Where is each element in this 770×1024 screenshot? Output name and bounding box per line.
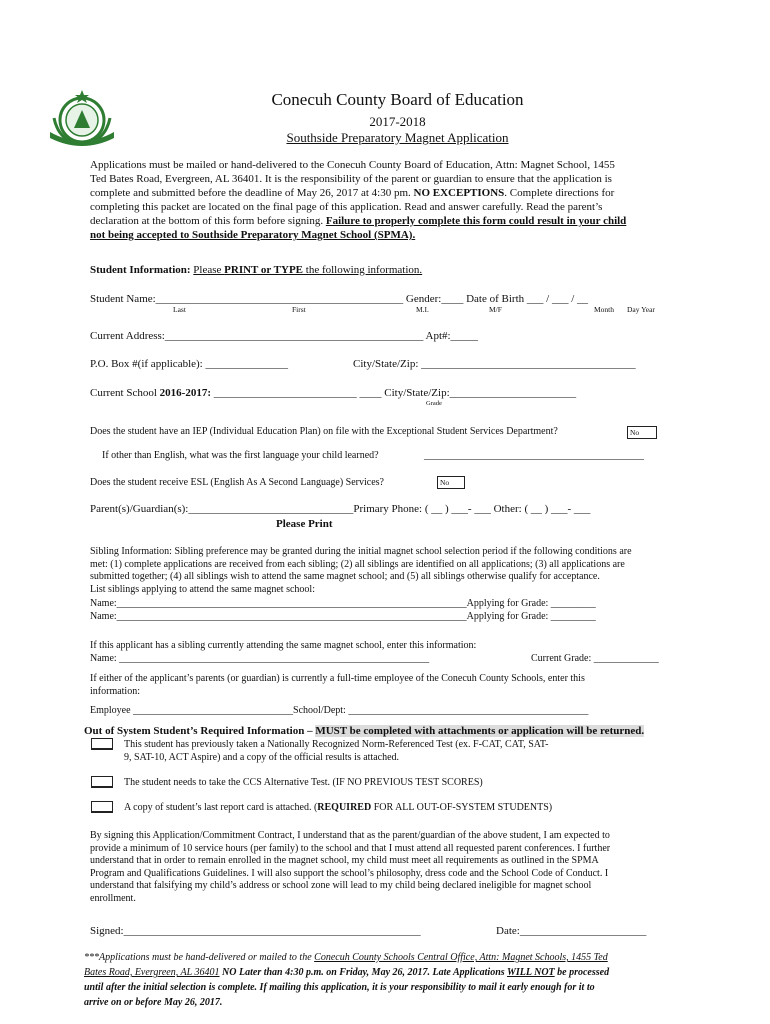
employee-question-cont: information: xyxy=(90,686,140,697)
intro-line: completing this packet are located on the final page of this application. Read and answer carefully. Read the parent’s xyxy=(90,201,603,213)
report-card-checkbox[interactable] xyxy=(91,801,113,813)
signature-field[interactable]: Signed:______________________________________________________ xyxy=(90,925,421,937)
attending-sibling-grade-field[interactable]: Current Grade: _____________ xyxy=(531,653,659,664)
month-label: Month xyxy=(594,305,615,314)
last-name-label: Last xyxy=(173,305,186,314)
employee-school-dept-field[interactable]: Employee ________________________________School/Dept: ________________________________________________ xyxy=(90,705,589,716)
intro-line: Ted Bates Road, Evergreen, AL 36401. It is the responsibility of the parent or guardian to ensure that the application is xyxy=(90,173,612,185)
first-language-question: If other than English, what was the first language your child learned? xyxy=(102,450,379,461)
page-title: Conecuh County Board of Education xyxy=(271,90,524,109)
gender-label: M/F xyxy=(489,305,502,314)
norm-test-text: This student has previously taken a Nationally Recognized Norm-Referenced Test (ex. F-CAT, CAT, SAT- 9, SAT-10, ACT Aspire) and a copy of the official results is attached. xyxy=(124,739,549,763)
intro-line: complete and submitted before the deadline of May 26, 2017 at 4:30 pm. NO EXCEPTIONS. Complete directions for xyxy=(90,187,615,199)
sibling-name-field-1[interactable]: Name:______________________________________________________________________Applying for Grade: _________ xyxy=(90,598,596,609)
signature-date-field[interactable]: Date:_______________________ xyxy=(496,925,647,937)
city-state-zip-field[interactable]: City/State/Zip: _______________________________________ xyxy=(353,358,636,370)
submission-footer-note: ***Applications must be hand-delivered or mailed to the Conecuh County Schools Central Office, Attn: Magnet Schools, 1455 Ted Bates Road, Evergreen, AL 36401 NO Later than 4:30 p.m. on Friday, May 26, 2017. Late Applications WILL NOT be processed until after the initial selection is complete. If mailing this application, it is your responsibility to mail it early enough for it to arrive on or before May 26, 2017. xyxy=(84,952,610,1008)
alternative-test-text: The student needs to take the CCS Alternative Test. (IF NO PREVIOUS TEST SCORES) xyxy=(124,777,483,788)
intro-line: not being accepted to Southside Preparatory Magnet School (SPMA). xyxy=(90,229,416,241)
esl-select[interactable]: No xyxy=(437,476,465,489)
sibling-info-paragraph: Sibling Information: Sibling preference may be granted during the initial magnet school selection period if the following conditions are met: (1) complete applications are received from each sibling; (2) all siblings are identified on all applications; (3) all applications are submitted together; (4) all siblings wish to attend the same magnet school; and (5) all siblings otherwise qualify for acceptance. List siblings applying to attend the same magnet school: xyxy=(90,546,632,595)
attending-sibling-name-field[interactable]: Name: ______________________________________________________________ xyxy=(90,653,430,664)
norm-test-checkbox[interactable] xyxy=(91,738,113,750)
intro-paragraph xyxy=(90,158,710,242)
please-print-note: Please Print xyxy=(276,518,333,530)
attending-sibling-question: If this applicant has a sibling currently attending the same magnet school, enter this information: xyxy=(90,640,477,651)
intro-line: declaration at the bottom of this form before signing. Failure to properly complete this form could result in your child xyxy=(90,215,627,227)
parent-guardian-field[interactable]: Parent(s)/Guardian(s):______________________________Primary Phone: ( __ ) ___- ___ Other: ( __ ) ___- ___ xyxy=(90,503,591,515)
esl-question: Does the student receive ESL (English As A Second Language) Services? xyxy=(90,477,384,488)
student-name-field[interactable]: Student Name:_____________________________________________ Gender:____ Date of Birth ___ / ___ / __ xyxy=(90,293,589,305)
employee-question: If either of the applicant’s parents (or guardian) is currently a full-time employee of the Conecuh County Schools, enter this xyxy=(90,673,585,684)
report-card-text: A copy of student’s last report card is attached. (REQUIRED FOR ALL OUT-OF-SYSTEM STUDENTS) xyxy=(124,802,553,813)
day-year-label: Day Year xyxy=(627,305,655,314)
student-info-heading: Student Information: Please PRINT or TYPE the following information. xyxy=(90,264,423,276)
first-language-field[interactable]: ____________________________________________ xyxy=(424,450,644,461)
current-address-field[interactable]: Current Address:_______________________________________________ Apt#:_____ xyxy=(90,330,479,342)
iep-question: Does the student have an IEP (Individual Education Plan) on file with the Exceptional Student Services Department? xyxy=(90,426,558,437)
school-year: 2017-2018 xyxy=(369,114,426,129)
agreement-paragraph: By signing this Application/Commitment Contract, I understand that as the parent/guardian of the above student, I am expected to provide a minimum of 10 service hours (per family) to the school and that I must attend all requested parent conferences. I further understand that in order to remain enrolled in the magnet school, my child must meet all requirements as outlined in the SPMA Program and Qualifications Guidelines. I will also support the school’s philosophy, dress code and the School Code of Conduct. I understand that falsifying my child’s address or school zone will lead to my child being declared ineligible for magnet school enrollment. xyxy=(90,830,611,904)
iep-select[interactable]: No xyxy=(627,426,657,439)
first-name-label: First xyxy=(292,305,306,314)
middle-initial-label: M.I. xyxy=(416,305,429,314)
current-school-field[interactable]: Current School 2016-2017: __________________________ ____ City/State/Zip:_______________________ xyxy=(90,387,577,399)
po-box-field[interactable]: P.O. Box #(if applicable): _______________ xyxy=(90,358,288,370)
out-of-system-heading: Out of System Student’s Required Information – MUST be completed with attachments or application will be returned. xyxy=(84,725,645,737)
page-subtitle: Southside Preparatory Magnet Application xyxy=(286,130,509,145)
alternative-test-checkbox[interactable] xyxy=(91,776,113,788)
intro-line: Applications must be mailed or hand-delivered to the Conecuh County Board of Education, Attn: Magnet School, 1455 xyxy=(90,159,615,171)
grade-label: Grade xyxy=(426,400,442,407)
sibling-name-field-2[interactable]: Name:______________________________________________________________________Applying for Grade: _________ xyxy=(90,611,596,622)
